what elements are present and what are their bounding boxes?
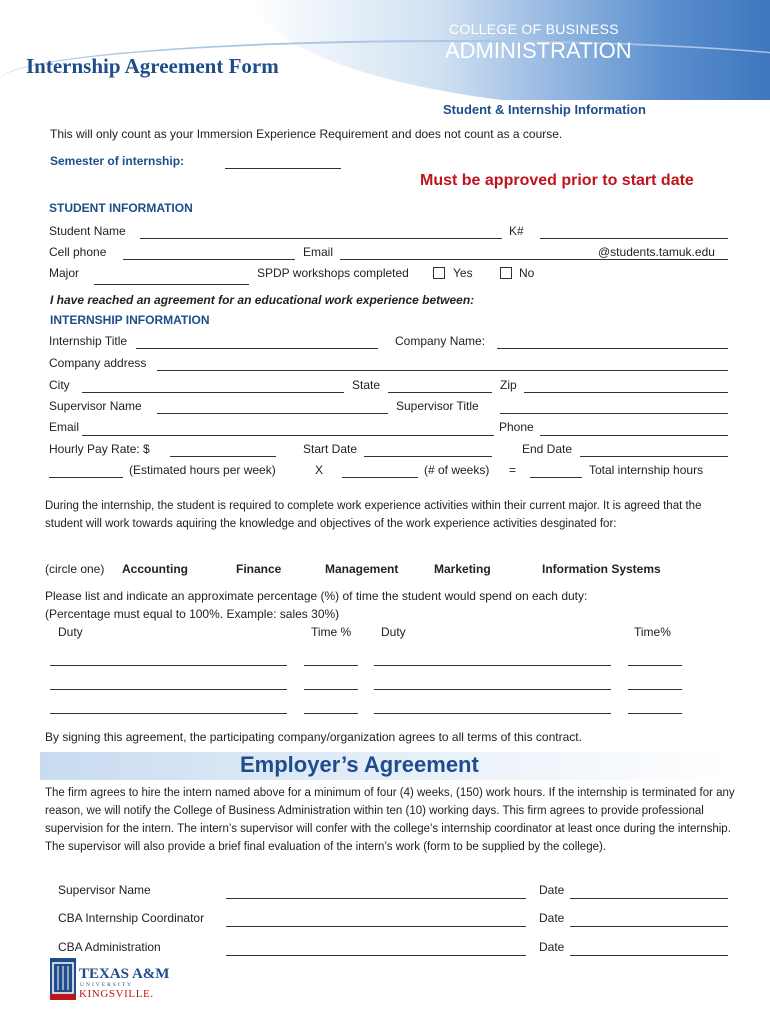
duties-percentage-note: (Percentage must equal to 100%. Example: sales 30%) [45,607,340,621]
time-column-header-1: Time % [311,625,352,639]
circle-one-label: (circle one) [45,562,105,576]
time-field[interactable] [628,665,682,666]
option-accounting[interactable]: Accounting [122,562,188,576]
date-label-coordinator: Date [539,911,565,925]
company-address-field[interactable] [157,370,728,371]
student-email-label: Email [303,245,334,259]
student-name-field[interactable] [140,238,502,239]
spdp-no-checkbox[interactable] [500,267,512,279]
supervisor-title-label: Supervisor Title [396,399,479,413]
time-column-header-2: Time% [634,625,671,639]
option-finance[interactable]: Finance [236,562,282,576]
signature-label-administration: CBA Administration [58,940,161,954]
employer-paragraph: The firm agrees to hire the intern named above for a minimum of four (4) weeks, (150) work hours. If the internship is terminated for any reason, we will notify the College of Business Administration within ten (10) working days. This firm agrees to provide professional supervision for the intern. The intern’s supervisor will confer with the college’s internship coordinator at least once during the internship. The supervisor will also provide a brief final evaluation of the intern’s work (form to be supplied by the college). [45,787,735,853]
city-label: City [49,378,70,392]
duty-field[interactable] [374,689,611,690]
logo-text-kingsville: KINGSVILLE. [79,988,154,1000]
duty-field[interactable] [374,665,611,666]
logo-text-university: UNIVERSITY [80,982,133,988]
internship-title-field[interactable] [136,348,378,349]
student-email-field[interactable] [340,259,728,260]
k-number-label: K# [509,224,524,238]
option-management[interactable]: Management [325,562,399,576]
student-info-heading: STUDENT INFORMATION [49,201,193,215]
zip-label: Zip [500,378,517,392]
college-name-line2: ADMINISTRATION [445,38,632,63]
duty-field[interactable] [374,713,611,714]
logo-text-texas-am: TEXAS A&M [79,966,170,982]
signature-field-administration[interactable] [226,955,526,956]
time-field[interactable] [628,689,682,690]
multiply-symbol: X [315,463,324,477]
weeks-label: (# of weeks) [424,463,490,477]
equals-symbol: = [509,463,517,477]
signature-label-supervisor: Supervisor Name [58,883,151,897]
time-field[interactable] [628,713,682,714]
supervisor-title-field[interactable] [500,413,728,414]
internship-title-label: Internship Title [49,334,128,348]
time-field[interactable] [304,665,358,666]
state-label: State [352,378,381,392]
approval-notice: Must be approved prior to start date [420,172,694,189]
end-date-label: End Date [522,442,573,456]
date-field-coordinator[interactable] [570,926,728,927]
spdp-label: SPDP workshops completed [257,266,409,280]
duty-field[interactable] [50,713,287,714]
company-email-field[interactable] [82,435,494,436]
pay-rate-label: Hourly Pay Rate: $ [49,442,150,456]
cell-phone-label: Cell phone [49,245,107,259]
duty-field[interactable] [50,689,287,690]
date-label-administration: Date [539,940,565,954]
city-field[interactable] [82,392,344,393]
signature-field-supervisor[interactable] [226,898,526,899]
phone-field[interactable] [540,435,728,436]
duty-field[interactable] [50,665,287,666]
student-name-label: Student Name [49,224,126,238]
company-address-label: Company address [49,356,147,370]
total-hours-field[interactable] [530,477,582,478]
option-marketing[interactable]: Marketing [434,562,491,576]
spdp-yes-label: Yes [453,266,473,280]
form-title: Internship Agreement Form [26,54,279,78]
semester-label: Semester of internship: [50,154,185,168]
semester-field[interactable] [225,168,341,169]
signing-note: By signing this agreement, the participating company/organization agrees to all terms of this contract. [45,730,582,744]
k-number-field[interactable] [540,238,728,239]
duty-column-header-1: Duty [58,625,83,639]
hours-per-week-field[interactable] [49,477,123,478]
pay-rate-field[interactable] [170,456,276,457]
supervisor-name-field[interactable] [157,413,388,414]
total-hours-label: Total internship hours [589,463,704,477]
weeks-field[interactable] [342,477,418,478]
end-date-field[interactable] [580,456,728,457]
duty-column-header-2: Duty [381,625,406,639]
cell-phone-field[interactable] [123,259,295,260]
signature-label-coordinator: CBA Internship Coordinator [58,911,205,925]
est-hours-label: (Estimated hours per week) [129,463,276,477]
college-name-line1: COLLEGE OF BUSINESS [449,21,619,37]
time-field[interactable] [304,713,358,714]
time-field[interactable] [304,689,358,690]
agreement-statement: I have reached an agreement for an educational work experience between: [50,293,475,307]
company-name-label: Company Name: [395,334,486,348]
phone-label: Phone [499,420,534,434]
start-date-label: Start Date [303,442,358,456]
intro-note: This will only count as your Immersion Experience Requirement and does not count as a course. [50,127,563,141]
date-field-administration[interactable] [570,955,728,956]
spdp-no-label: No [519,266,535,280]
major-label: Major [49,266,80,280]
supervisor-name-label: Supervisor Name [49,399,142,413]
major-field[interactable] [94,284,249,285]
start-date-field[interactable] [364,456,492,457]
state-field[interactable] [388,392,492,393]
zip-field[interactable] [524,392,728,393]
header-banner [0,0,770,100]
company-name-field[interactable] [497,348,728,349]
employer-agreement-title: Employer’s Agreement [240,752,479,777]
duties-instruction: Please list and indicate an approximate percentage (%) of time the student would spend on each duty: [45,589,588,603]
university-logo-icon [50,958,76,1000]
date-field-supervisor[interactable] [570,898,728,899]
signature-field-coordinator[interactable] [226,926,526,927]
option-information-systems[interactable]: Information Systems [542,562,661,576]
company-email-label: Email [49,420,80,434]
internship-info-heading: INTERNSHIP INFORMATION [50,313,210,327]
activities-paragraph: During the internship, the student is required to complete work experience activities within their current major. It is agreed that the student will work towards aquiring the knowledge and objectives of the work experience activities desginated for: [45,500,702,530]
spdp-yes-checkbox[interactable] [433,267,445,279]
section-title: Student & Internship Information [443,102,646,117]
email-domain: @students.tamuk.edu [598,245,715,259]
date-label-supervisor: Date [539,883,565,897]
